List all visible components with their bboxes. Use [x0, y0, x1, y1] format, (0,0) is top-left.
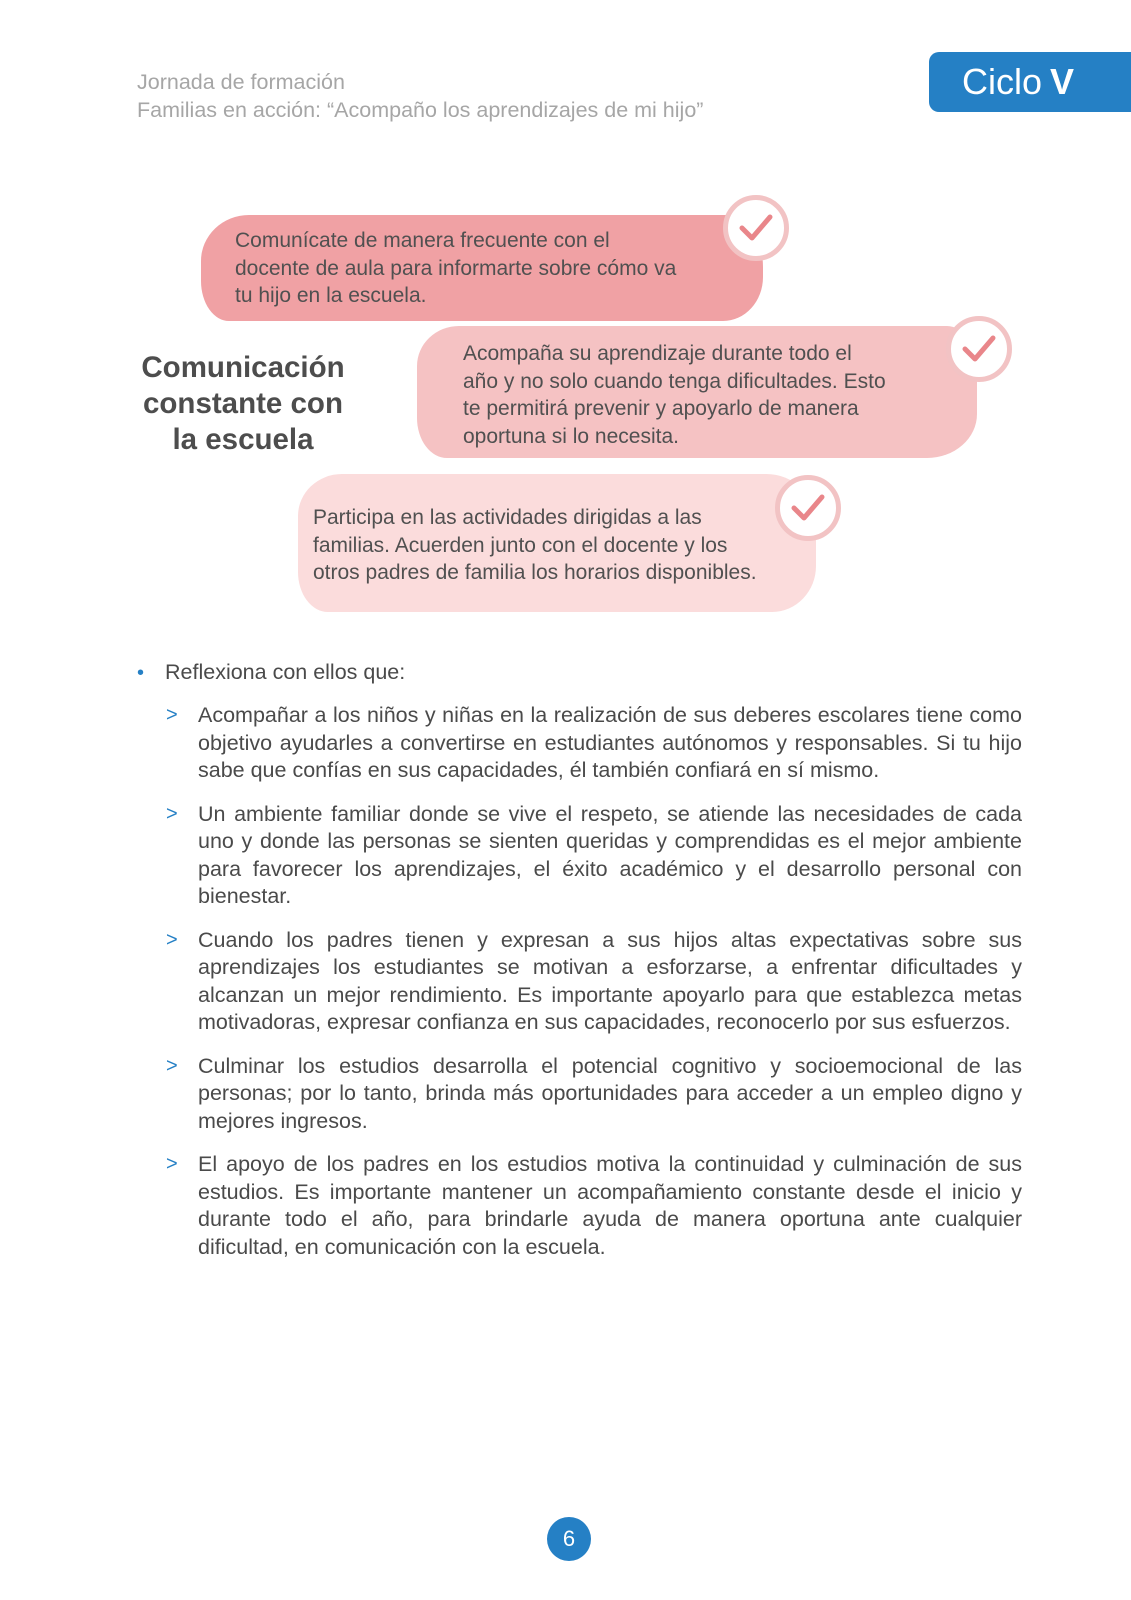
arrow-bullet-icon: > — [166, 1153, 178, 1175]
check-circle-icon — [946, 316, 1012, 382]
bullet-icon: • — [137, 662, 145, 684]
tip-bubble-communicate — [201, 215, 763, 321]
cycle-label: Ciclo — [962, 61, 1043, 102]
list-item-text: Acompañar a los niños y niñas en la realización de sus deberes escolares tiene como objetivo ayudarles a convertirse en estudiantes autónomos y responsables. Si tu hijo sabe que confías en sus capacidades, él también confiará en sí mismo. — [198, 703, 1022, 782]
list-item — [166, 1151, 1022, 1261]
heading-line: constante con — [143, 387, 343, 420]
list-item — [166, 801, 1022, 911]
arrow-bullet-icon: > — [166, 928, 178, 951]
reflection-intro — [137, 659, 405, 687]
arrow-bullet-icon: > — [166, 1054, 178, 1077]
bubble-line: oportuna si lo necesita. — [463, 424, 679, 448]
list-item — [166, 927, 1022, 1037]
page-number: 6 — [547, 1517, 591, 1561]
bubble-line: te permitirá prevenir y apoyarlo de manera — [463, 397, 859, 420]
bubble-line: tu hijo en la escuela. — [235, 284, 427, 307]
list-item-text: Un ambiente familiar donde se vive el respeto, se atiende las necesidades de cada uno y donde las personas se sienten queridas y comprendidas es el mejor ambiente para favorecer los aprendizajes, el éxito académico y el desarrollo personal con bienestar. — [198, 801, 1022, 908]
bubble-line: docente de aula para informarte sobre cómo va — [235, 256, 677, 280]
reflection-points — [166, 702, 1022, 1277]
cycle-roman-numeral: V — [1050, 61, 1075, 102]
bubble-line: Acompaña su aprendizaje durante todo el — [463, 342, 852, 365]
list-item — [166, 1053, 1022, 1136]
section-heading — [137, 350, 349, 458]
list-item-text: El apoyo de los padres en los estudios motiva la continuidad y culminación de sus estudios. Es importante mantener un acompañamiento constante desde el inicio y durante todo el año, para brindarle ayuda de manera oportuna ante cualquier dificultad, en comunicación con la escuela. — [198, 1152, 1022, 1259]
document-header — [137, 68, 703, 124]
reflection-intro-text: Reflexiona con ellos que: — [165, 660, 406, 684]
arrow-bullet-icon: > — [166, 704, 178, 726]
list-item-text: Culminar los estudios desarrolla el potencial cognitivo y socioemocional de las personas; por lo tanto, brinda más oportunidades para acceder a un empleo digno y mejores ingresos. — [198, 1053, 1022, 1133]
tip-bubble-participate — [298, 474, 816, 612]
cycle-badge — [929, 52, 1131, 112]
tip-bubble-accompany — [417, 326, 977, 458]
header-line-2: Familias en acción: “Acompaño los aprendizajes de mi hijo” — [137, 98, 704, 122]
check-circle-icon — [723, 195, 789, 261]
heading-line: Comunicación — [141, 351, 345, 384]
bubble-line: Comunícate de manera frecuente con el — [235, 229, 610, 252]
list-item-text: Cuando los padres tienen y expresan a sus hijos altas expectativas sobre sus aprendizajes los estudiantes se motivan a esforzarse, a enfrentar dificultades y alcanzan un mejor rendimiento. Es importante apoyarlo para que establezca metas motivadoras, expresar confianza en sus capacidades, reconocerlo por sus esfuerzos. — [198, 927, 1022, 1034]
check-circle-icon — [775, 475, 841, 541]
arrow-bullet-icon: > — [166, 802, 178, 825]
heading-line: la escuela — [172, 423, 314, 456]
bubble-line: familias. Acuerden junto con el docente y los — [313, 533, 728, 557]
bubble-line: Participa en las actividades dirigidas a las — [313, 506, 702, 529]
bubble-line: año y no solo cuando tenga dificultades. Esto — [463, 369, 886, 393]
header-line-1: Jornada de formación — [137, 70, 345, 94]
bubble-line: otros padres de familia los horarios disponibles. — [313, 561, 757, 584]
list-item — [166, 702, 1022, 785]
